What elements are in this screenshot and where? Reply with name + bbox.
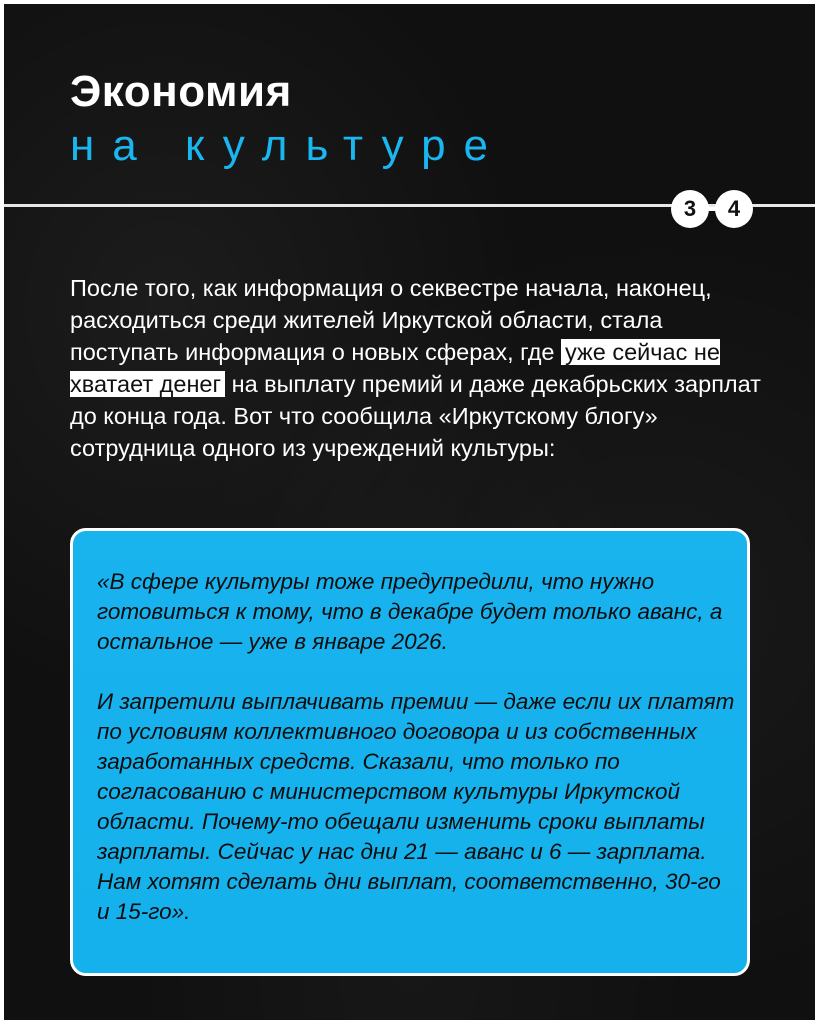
title-line-1: Экономия <box>70 67 292 116</box>
intro-highlight: уже сейчас не хватает денег <box>70 339 720 397</box>
quote-paragraph-1: «В сфере культуры тоже предупредили, что нужно готовиться к тому, что в декабре будет только аванс, а остальное — уже в январе 2026. <box>97 569 723 654</box>
slide-card <box>4 4 815 1020</box>
page-current-badge: 3 <box>671 190 709 228</box>
page-next-badge: 4 <box>715 190 753 228</box>
title-line-2: на культуре <box>70 121 507 170</box>
quote-paragraph-2: И запретили выплачивать премии — даже если их платят по условиям коллективного договора и из собственных заработанных средств. Сказали, что только по согласованию с министерством культуры Иркутской области. Почему-то обещали изменить сроки выплаты зарплаты. Сейчас у нас дни 21 — аванс и 6 — зарплата. Нам хотят сделать дни выплат, соответственно, 30-го и 15-го». <box>97 689 735 924</box>
intro-text-after: на выплату премий и даже декабрьских зарплат до конца года. Вот что сообщила «Иркутскому блогу» сотрудница одного из учреждений культуры: <box>70 371 761 461</box>
intro-text-before: После того, как информация о секвестре начала, наконец, расходиться среди жителей Иркутской области, стала поступать информация о новых сферах, где <box>70 275 712 365</box>
quote-box <box>70 528 750 976</box>
page-indicator <box>669 190 755 228</box>
intro-paragraph <box>70 272 770 464</box>
